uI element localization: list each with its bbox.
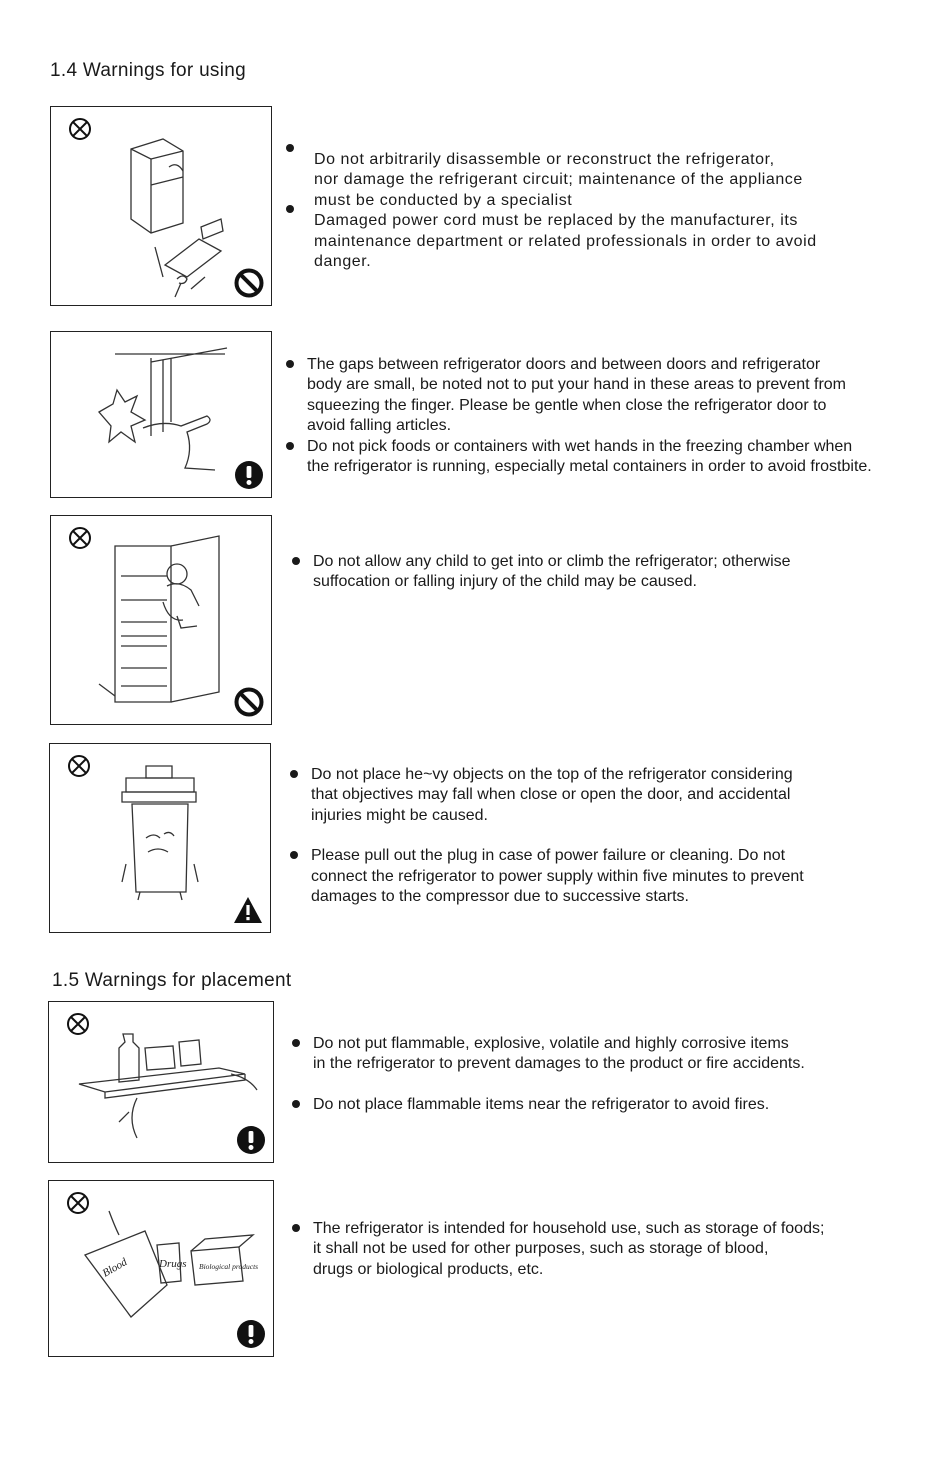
bullet-icon (286, 205, 294, 213)
illustration-panel-door-gap (50, 331, 272, 498)
list-item: The refrigerator is intended for household use, such as storage of foods; it shall not be used for other purposes, such as storage of blood, drugs or biological products, etc. (288, 1219, 928, 1280)
list-item: Do not allow any child to get into or climb the refrigerator; otherwise suffocation or falling injury of the child may be caused. (288, 552, 928, 593)
bullet-icon (290, 770, 298, 778)
list-item: Do not pick foods or containers with wet hands in the freezing chamber when the refrigerator is running, especially metal containers in order to avoid frostbite. (282, 437, 946, 478)
warning-text-block-6 (288, 1219, 928, 1280)
illustration-panel-household-use (48, 1180, 274, 1357)
biological-products-label: Biological products (199, 1262, 259, 1271)
bullet-icon (286, 442, 294, 450)
blood-label: Blood (100, 1256, 130, 1280)
list-item: Do not put flammable, explosive, volatile and highly corrosive items in the refrigerator to prevent damages to the product or fire accidents. (288, 1034, 928, 1075)
no-entry-icon (234, 268, 264, 298)
bullet-icon (292, 557, 300, 565)
bullet-icon (292, 1100, 300, 1108)
list-item: The gaps between refrigerator doors and between doors and refrigerator body are small, be noted not to put your hand in these areas to prevent from squeezing the finger. Please be gentle when close the refrigerator door to avoid falling articles. (282, 355, 946, 437)
exclamation-icon (234, 460, 264, 490)
drugs-label: Drugs (159, 1258, 187, 1270)
warning-text-block-3 (288, 552, 928, 593)
prohibited-icon (68, 526, 92, 550)
illustration-panel-flammable (48, 1001, 274, 1163)
bullet-icon (292, 1224, 300, 1232)
section-heading-1-4: 1.4 Warnings for using (50, 60, 246, 81)
warning-text-block-1 (286, 150, 926, 272)
warning-text-block-5 (288, 1034, 928, 1115)
illustration-panel-child-climb (50, 515, 272, 725)
prohibited-icon (66, 1012, 90, 1036)
exclamation-icon (236, 1319, 266, 1349)
prohibited-icon (66, 1191, 90, 1215)
warning-triangle-icon (233, 895, 263, 925)
illustration-panel-heavy-objects (49, 743, 271, 933)
warning-text-block-2 (282, 355, 946, 477)
prohibited-icon (68, 117, 92, 141)
list-item: Do not arbitrarily disassemble or reconstruct the refrigerator, nor damage the refrigerant circuit; maintenance of the appliance must be conducted by a specialist (286, 150, 926, 211)
no-entry-icon (234, 687, 264, 717)
bullet-icon (292, 1039, 300, 1047)
list-item: Do not place flammable items near the refrigerator to avoid fires. (288, 1095, 928, 1115)
warning-text-block-4 (286, 765, 926, 907)
list-item: Do not place he~vy objects on the top of the refrigerator considering that objectives may fall when close or open the door, and accidental injuries might be caused. (286, 765, 926, 826)
prohibited-icon (67, 754, 91, 778)
exclamation-icon (236, 1125, 266, 1155)
list-item: Please pull out the plug in case of power failure or cleaning. Do not connect the refrigerator to power supply within five minutes to prevent damages to the compressor due to successive starts. (286, 846, 926, 907)
section-heading-1-5: 1.5 Warnings for placement (52, 970, 292, 991)
list-item: Damaged power cord must be replaced by the manufacturer, its maintenance department or related professionals in order to avoid danger. (286, 211, 926, 272)
bullet-icon (286, 144, 294, 152)
bullet-icon (286, 360, 294, 368)
bullet-icon (290, 851, 298, 859)
illustration-panel-disassemble (50, 106, 272, 306)
